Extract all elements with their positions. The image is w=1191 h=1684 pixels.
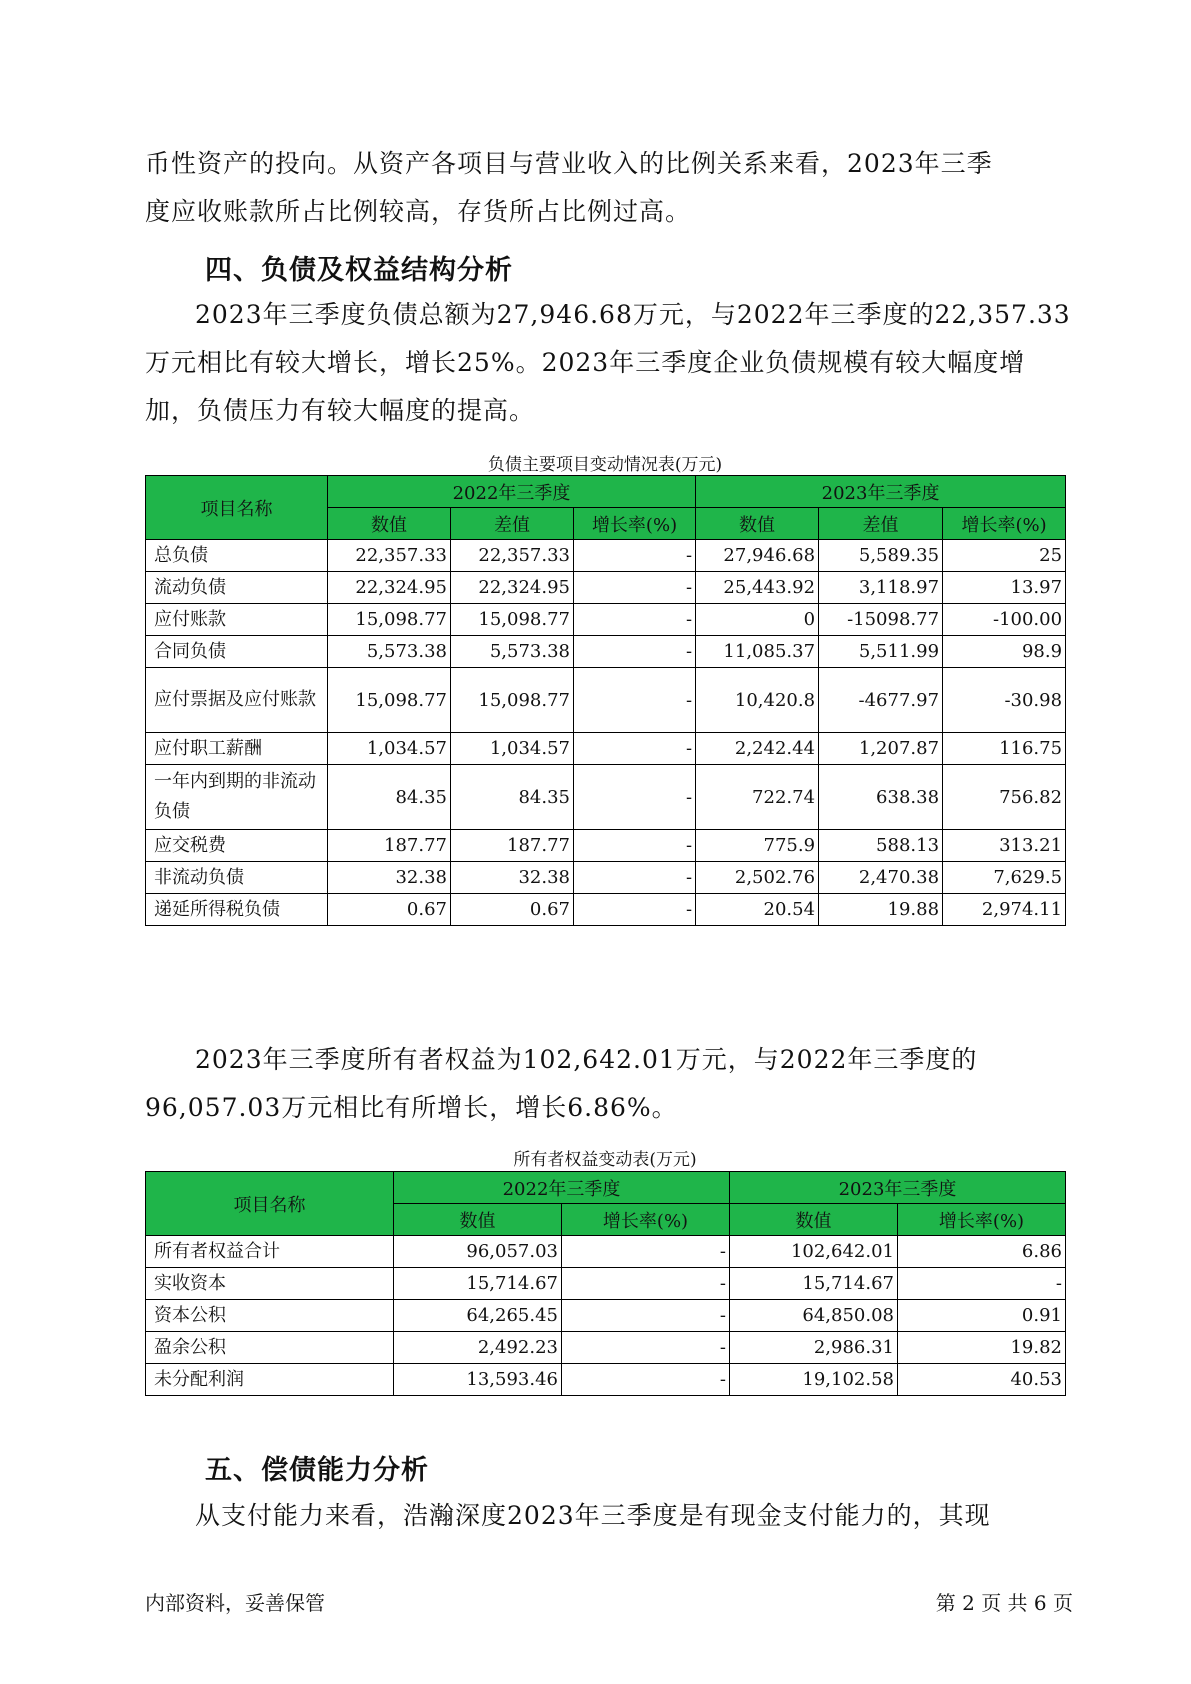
liability-table xyxy=(145,475,1066,926)
row-value: 96,057.03 xyxy=(394,1236,562,1268)
row-value: 756.82 xyxy=(943,765,1066,830)
row-value: 588.13 xyxy=(819,830,943,862)
equity-subheader: 数值 xyxy=(730,1204,898,1236)
row-label: 实收资本 xyxy=(146,1268,394,1300)
row-label: 所有者权益合计 xyxy=(146,1236,394,1268)
row-value: - xyxy=(574,572,696,604)
row-value: - xyxy=(574,894,696,926)
row-value: 187.77 xyxy=(451,830,574,862)
table-row xyxy=(146,636,1066,668)
row-label: 合同负债 xyxy=(146,636,328,668)
equity-table xyxy=(145,1171,1066,1396)
row-label: 应付职工薪酬 xyxy=(146,733,328,765)
section4-heading: 四、负债及权益结构分析 xyxy=(205,255,513,286)
liability-table-caption: 负债主要项目变动情况表(万元) xyxy=(487,455,723,475)
liability-header-period1: 2022年三季度 xyxy=(328,476,696,508)
table-row xyxy=(146,540,1066,572)
row-value: - xyxy=(562,1300,730,1332)
row-label: 总负债 xyxy=(146,540,328,572)
table-row xyxy=(146,572,1066,604)
row-value: 638.38 xyxy=(819,765,943,830)
row-value: -30.98 xyxy=(943,668,1066,733)
liability-subheader: 增长率(%) xyxy=(574,508,696,540)
row-value: 27,946.68 xyxy=(696,540,819,572)
row-value: 15,098.77 xyxy=(328,604,451,636)
row-value: 15,098.77 xyxy=(451,668,574,733)
liability-subheader: 数值 xyxy=(696,508,819,540)
section4-line1: 2023年三季度负债总额为27,946.68万元，与2022年三季度的22,357.33 xyxy=(195,300,1071,329)
table-row xyxy=(146,1364,1066,1396)
row-value: 32.38 xyxy=(328,862,451,894)
row-label: 未分配利润 xyxy=(146,1364,394,1396)
top-paragraph-line1: 币性资产的投向。从资产各项目与营业收入的比例关系来看，2023年三季 xyxy=(145,149,993,178)
section5-heading: 五、偿债能力分析 xyxy=(205,1455,429,1486)
row-value: 98.9 xyxy=(943,636,1066,668)
row-value: 19.82 xyxy=(898,1332,1066,1364)
row-value: 15,098.77 xyxy=(328,668,451,733)
row-label: 应交税费 xyxy=(146,830,328,862)
row-value: 13.97 xyxy=(943,572,1066,604)
table-row xyxy=(146,1236,1066,1268)
equity-header-item: 项目名称 xyxy=(146,1172,394,1236)
row-value: 7,629.5 xyxy=(943,862,1066,894)
row-value: 3,118.97 xyxy=(819,572,943,604)
row-value: - xyxy=(562,1364,730,1396)
row-value: 13,593.46 xyxy=(394,1364,562,1396)
row-value: 5,573.38 xyxy=(328,636,451,668)
section4-line3: 加，负债压力有较大幅度的提高。 xyxy=(145,396,536,425)
liability-subheader: 差值 xyxy=(451,508,574,540)
row-value: - xyxy=(574,604,696,636)
row-value: 84.35 xyxy=(328,765,451,830)
row-value: 25 xyxy=(943,540,1066,572)
row-value: 11,085.37 xyxy=(696,636,819,668)
row-value: - xyxy=(574,830,696,862)
row-value: 84.35 xyxy=(451,765,574,830)
row-value: 2,502.76 xyxy=(696,862,819,894)
row-value: 0.67 xyxy=(328,894,451,926)
row-value: 22,357.33 xyxy=(328,540,451,572)
table-row xyxy=(146,733,1066,765)
row-value: 0 xyxy=(696,604,819,636)
table-row xyxy=(146,862,1066,894)
row-value: 22,324.95 xyxy=(328,572,451,604)
footer-left: 内部资料，妥善保管 xyxy=(145,1591,325,1615)
row-value: 722.74 xyxy=(696,765,819,830)
row-value: 2,974.11 xyxy=(943,894,1066,926)
row-value: 15,098.77 xyxy=(451,604,574,636)
row-value: 1,207.87 xyxy=(819,733,943,765)
section4-paragraph xyxy=(145,291,1075,435)
row-value: 22,357.33 xyxy=(451,540,574,572)
row-value: 19,102.58 xyxy=(730,1364,898,1396)
row-value: 40.53 xyxy=(898,1364,1066,1396)
row-value: 5,511.99 xyxy=(819,636,943,668)
row-value: - xyxy=(574,636,696,668)
liability-subheader: 增长率(%) xyxy=(943,508,1066,540)
row-value: 5,589.35 xyxy=(819,540,943,572)
row-value: - xyxy=(574,733,696,765)
row-value: -15098.77 xyxy=(819,604,943,636)
liability-subheader: 数值 xyxy=(328,508,451,540)
equity-table-caption: 所有者权益变动表(万元) xyxy=(513,1150,697,1170)
table-row xyxy=(146,604,1066,636)
row-label: 流动负债 xyxy=(146,572,328,604)
liability-subheader: 差值 xyxy=(819,508,943,540)
row-value: 0.67 xyxy=(451,894,574,926)
table-row xyxy=(146,668,1066,733)
row-value: - xyxy=(574,862,696,894)
table-row xyxy=(146,1268,1066,1300)
row-value: - xyxy=(562,1236,730,1268)
equity-header-period2: 2023年三季度 xyxy=(730,1172,1066,1204)
row-value: - xyxy=(898,1268,1066,1300)
row-value: 32.38 xyxy=(451,862,574,894)
equity-header-period1: 2022年三季度 xyxy=(394,1172,730,1204)
row-value: 6.86 xyxy=(898,1236,1066,1268)
row-value: 25,443.92 xyxy=(696,572,819,604)
row-label: 应付账款 xyxy=(146,604,328,636)
table-row xyxy=(146,1332,1066,1364)
row-value: 15,714.67 xyxy=(394,1268,562,1300)
table-row xyxy=(146,830,1066,862)
row-label: 资本公积 xyxy=(146,1300,394,1332)
row-value: - xyxy=(574,668,696,733)
row-value: 10,420.8 xyxy=(696,668,819,733)
row-value: - xyxy=(562,1332,730,1364)
top-paragraph xyxy=(145,140,1075,236)
row-value: 775.9 xyxy=(696,830,819,862)
equity-line2: 96,057.03万元相比有所增长，增长6.86%。 xyxy=(145,1093,678,1122)
table-row xyxy=(146,765,1066,830)
row-label: 应付票据及应付账款 xyxy=(146,668,328,733)
equity-line1: 2023年三季度所有者权益为102,642.01万元，与2022年三季度的 xyxy=(195,1045,978,1074)
row-value: 0.91 xyxy=(898,1300,1066,1332)
row-value: 2,986.31 xyxy=(730,1332,898,1364)
row-label: 盈余公积 xyxy=(146,1332,394,1364)
row-label: 递延所得税负债 xyxy=(146,894,328,926)
row-value: 19.88 xyxy=(819,894,943,926)
row-value: - xyxy=(562,1268,730,1300)
section5-paragraph xyxy=(145,1492,1075,1540)
row-value: -4677.97 xyxy=(819,668,943,733)
table-row xyxy=(146,1300,1066,1332)
row-value: 1,034.57 xyxy=(451,733,574,765)
row-value: 64,265.45 xyxy=(394,1300,562,1332)
row-value: 187.77 xyxy=(328,830,451,862)
row-value: 2,242.44 xyxy=(696,733,819,765)
row-value: 102,642.01 xyxy=(730,1236,898,1268)
row-value: 22,324.95 xyxy=(451,572,574,604)
row-value: 2,470.38 xyxy=(819,862,943,894)
section4-line2: 万元相比有较大增长，增长25%。2023年三季度企业负债规模有较大幅度增 xyxy=(145,348,1026,377)
section5-line1: 从支付能力来看，浩瀚深度2023年三季度是有现金支付能力的，其现 xyxy=(195,1501,991,1530)
row-value: 15,714.67 xyxy=(730,1268,898,1300)
top-paragraph-line2: 度应收账款所占比例较高，存货所占比例过高。 xyxy=(145,197,692,226)
liability-header-item: 项目名称 xyxy=(146,476,328,540)
equity-paragraph xyxy=(145,1036,1075,1132)
row-value: - xyxy=(574,540,696,572)
row-label: 一年内到期的非流动负债 xyxy=(146,765,328,830)
row-value: 116.75 xyxy=(943,733,1066,765)
row-label: 非流动负债 xyxy=(146,862,328,894)
row-value: -100.00 xyxy=(943,604,1066,636)
row-value: - xyxy=(574,765,696,830)
equity-subheader: 数值 xyxy=(394,1204,562,1236)
row-value: 20.54 xyxy=(696,894,819,926)
row-value: 2,492.23 xyxy=(394,1332,562,1364)
equity-subheader: 增长率(%) xyxy=(562,1204,730,1236)
row-value: 1,034.57 xyxy=(328,733,451,765)
equity-subheader: 增长率(%) xyxy=(898,1204,1066,1236)
row-value: 64,850.08 xyxy=(730,1300,898,1332)
table-row xyxy=(146,894,1066,926)
row-value: 5,573.38 xyxy=(451,636,574,668)
liability-header-period2: 2023年三季度 xyxy=(696,476,1066,508)
row-value: 313.21 xyxy=(943,830,1066,862)
footer-page-number: 第 2 页 共 6 页 xyxy=(935,1591,1073,1615)
